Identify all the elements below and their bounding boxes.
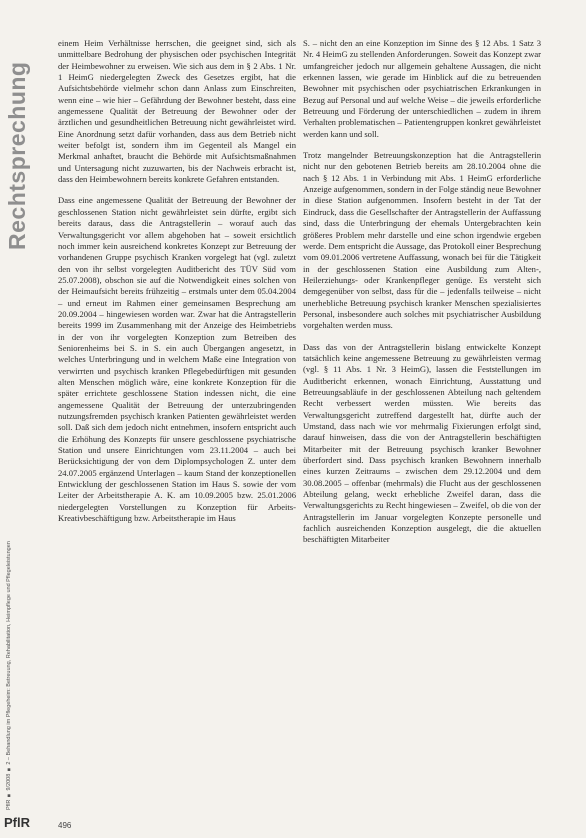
journal-reference: PflR ■ 9/2008 ■ 2 – Behandlung im Pflegeheim: Betreuung, Rehabilitation, Heimpflege und Pflegeleistungen: [6, 541, 12, 810]
paragraph: Trotz mangelnder Betreuungskonzeption hat die Antragstellerin nicht nur den gebotenen Betrieb bereits am 28.10.2004 ohne die nach § 12 Abs. 1 in Verbindung mit Abs. 1 HeimG erforderliche Anzeige aufgenommen, sondern in der Folge ständig neue Bewohner in diese Station aufgenommen. Insofern besteht in der Tat der Eindruck, dass die Gesellschafter der Antragstellerin der Auffassung sind, dass die Unterbringung der ehemals Untergebrachten kein größeres Problem mehr darstelle und eine schon irgendwie ergeben werde. Dem entspricht die Aussage, das Protokoll einer Besprechung vom 09.01.2006 vertretene Auffassung, wonach bei für die Tätigkeit in der geschlossenen Station eine Ausbildung zum Alten-, Heilerziehungs- oder Krankenpfleger genüge. Es versteht sich demgegenüber von selbst, dass für die – jedenfalls teilweise – nicht unerhebliche Betreuung psychisch kranker Menschen spezialisiertes Personal, insbesondere auch solches mit psychiatrischer Ausbildung vorgehalten werden muss.: [303, 150, 541, 331]
paragraph: Dass eine angemessene Qualität der Betreuung der Bewohner der geschlossenen Station nicht gewährleistet sein dürfte, ergibt sich bereits daraus, dass die Antragstellerin – worauf auch das Verwaltungsgericht vor allem abgehoben hat – soweit ersichtlich noch immer kein ausreichend konkretes Konzept zur Betreuung der vorhandenen Gruppe psychisch Kranken vorgelegt hat (vgl. zuletzt den von ihr selbst vorgelegten Auditbericht des TÜV Süd vom 25.07.2008), obschon sie auf die Notwendigkeit eines solchen von der Heimaufsicht bereits frühzeitig – erstmals unter dem 05.04.2004 – und erneut im Rahmen einer gemeinsamen Besprechung am 20.09.2004 – hingewiesen worden war. Zwar hat die Antragstellerin bereits 1999 im Zusammenhang mit der Anzeige des Heimbetriebs in der von ihr vorgelegten Konzeption zum Betreiben des Seniorenheims bei S. in S. ein auch Übergangen angesetzt, in welches Unterbringung und in welchem Maße eine Integration von verwirrten und psychisch kranken Pflegebedürftigen mit gesunden alten Menschen möglich wäre, eine konkrete Konzeption für die später errichtete geschlossene Station indessen nicht, die eine angemessene Qualität der Betreuung der unterzubringenden nutzungsfremden psychisch kranken Patienten gewährleistet werden soll. Daß sich dem jedoch nicht entnehmen, insofern entspricht auch die Erhöhung des Konzepts für unsere geschlossene psychiatrische Station und unsere Einrichtungen vom 23.11.2004 – auch bei Berücksichtigung der von dem Diplompsychologen Z. unter dem 24.07.2005 ergänzend Unterlagen – kaum Stand der konzeptionellen Entwicklung der geschlossenen Station im Haus S. sowie der vom Leiter der Arbeitstherapie A. K. am 10.09.2005 bzw. 25.01.2006 niedergelegten Vorstellungen zu Konzeption für Arbeits-Kreativbeschäftigung bzw. Arbeitstherapie im Haus: [58, 195, 296, 524]
right-column: [303, 38, 541, 556]
section-title: Rechtsprechung: [4, 61, 30, 250]
paragraph: Dass das von der Antragstellerin bislang entwickelte Konzept tatsächlich keine angemessene Betreuung zu gewährleisten vermag (vgl. § 11 Abs. 1 Nr. 3 HeimG), lassen die Feststellungen im Auditbericht erkennen, wonach Einrichtung, Ausstattung und Betreuungsabläufe in der geschlossenen Abteilung nach geltendem Recht verbessert werden müssten. Wie bereits das Verwaltungsgericht zutreffend dargestellt hat, dürfte auch der Umstand, dass nach wie vor mehrmalig Fixierungen erfolgt sind, darauf hinweisen, dass die von der Antragstellerin beschäftigten Mitarbeiter mit der Betreuung psychisch kranker Bewohner überfordert sind. Dass psychisch kranken Bewohnern innerhalb eines kurzen Zeitraums – zwischen dem 29.12.2004 und dem 30.08.2005 – offenbar (mehrmals) die Flucht aus der geschlossenen Abteilung gelang, weckt erhebliche Zweifel daran, dass die Verwaltungsgerichts zu Recht hingewiesen – Zweifel, ob die von der Antragstellerin im Januar vorgelegten Konzepte personelle und fachlich ausreichenden Konzeption ausgelegt, die die aktuellen beschäftigten Mitarbeiter: [303, 341, 541, 545]
journal-logo: PflR: [4, 815, 30, 830]
left-column: [58, 38, 296, 534]
page-number: 496: [58, 821, 72, 830]
paragraph: S. – nicht den an eine Konzeption im Sinne des § 12 Abs. 1 Satz 3 Nr. 4 HeimG zu stellenden Anforderungen. Soweit das Konzept zwar umfangreicher jedoch nur allgemein gehaltene Aussagen, die nicht erkennen lassen, wie gerade im Hinblick auf die zu betreuenden Bewohner mit psychischen oder psychiatrischen Erkrankungen in Bezug auf Personal und auf welche Weise – die jeweils erforderliche Betreuung und Förderung der unterschiedlichen – zudem in ihrem Verhalten problematischen – Patientengruppen konkret gewährleistet werden kann und soll.: [303, 38, 541, 139]
paragraph: einem Heim Verhältnisse herrschen, die geeignet sind, sich als unmittelbare Bedrohung der physischen oder psychischen Integrität der Heimbewohner zu erweisen. Wie sich aus dem in § 2 Abs. 1 Nr. 1 HeimG niedergelegten Zweck des Gesetzes ergibt, hat die Aufsichtsbehörde vielmehr schon dann Anlass zum Einschreiten, wenn eine – wie hier – Gefährdung der Bewohner besteht, dass eine angemessene Qualität der Betreuung der Bewohner oder der ärztlichen und gesundheitlichen Betreuung nicht gewährleistet wird. Eine Anordnung setzt dafür vorhanden, dass aus dem Betrieb nicht weiter befolgt ist, sondern ihm im Gegenteil als Mangel ein Merkmal anhaftet, braucht die Behörde mit Aufsichtsmaßnahmen und Untersagung nicht zuzuwarten, bis der Nachweis erbracht ist, dass den Heimbewohnern bereits konkrete Gefahren entstanden.: [58, 38, 296, 185]
